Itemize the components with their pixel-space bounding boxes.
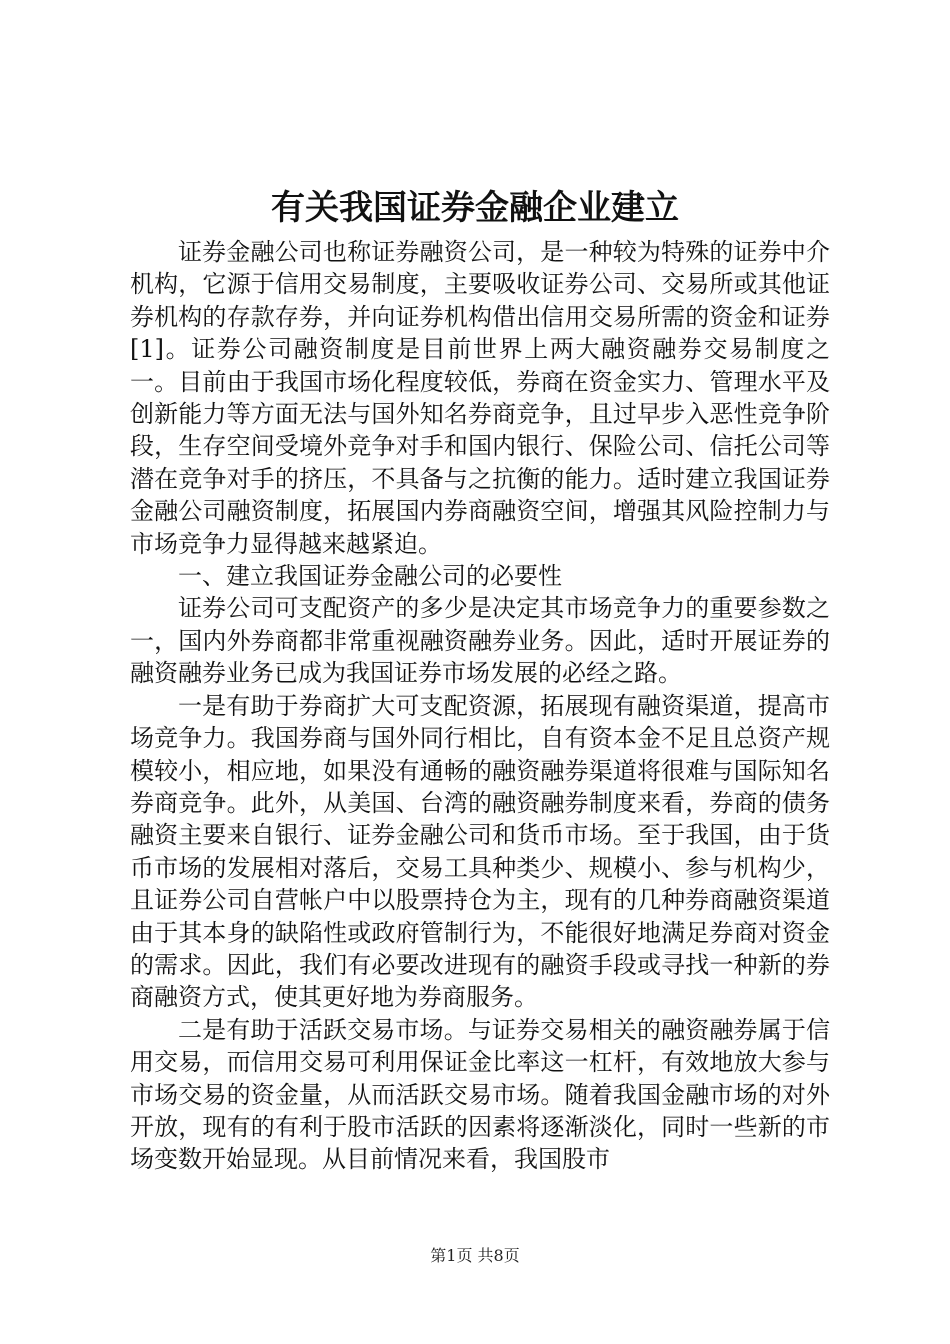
paragraph-point-one: 一是有助于券商扩大可支配资源，拓展现有融资渠道，提高市场竞争力。我国券商与国外同行相比，自有资本金不足且总资产规模较小，相应地，如果没有通畅的融资融券渠道将很难与国际知名券商竞争。此外，从美国、台湾的融资融券制度来看，券商的债务融资主要来自银行、证券金融公司和货币市场。至于我国，由于货币市场的发展相对落后，交易工具种类少、规模小、参与机构少，且证券公司自营帐户中以股票持仓为主，现有的几种券商融资渠道由于其本身的缺陷性或政府管制行为，不能很好地满足券商对资金的需求。因此，我们有必要改进现有的融资手段或寻找一种新的券商融资方式，使其更好地为券商服务。 [130, 691, 830, 1012]
paragraph-section-intro: 证券公司可支配资产的多少是决定其市场竞争力的重要参数之一，国内外券商都非常重视融资融券业务。因此，适时开展证券的融资融券业务已成为我国证券市场发展的必经之路。 [130, 594, 830, 688]
page-footer: 第1页 共8页 [430, 1246, 520, 1265]
document-body [130, 236, 830, 1176]
section-heading: 一、建立我国证券金融公司的必要性 [178, 562, 562, 591]
document-title: 有关我国证券金融企业建立 [271, 188, 679, 228]
paragraph-point-two: 二是有助于活跃交易市场。与证券交易相关的融资融券属于信用交易，而信用交易可利用保证金比率这一杠杆，有效地放大参与市场交易的资金量，从而活跃交易市场。随着我国金融市场的对外开放，现有的有利于股市活跃的因素将逐渐淡化，同时一些新的市场变数开始显现。从目前情况来看，我国股市 [130, 1015, 830, 1174]
paragraph-intro: 证券金融公司也称证券融资公司，是一种较为特殊的证券中介机构，它源于信用交易制度，主要吸收证券公司、交易所或其他证券机构的存款存券，并向证券机构借出信用交易所需的资金和证券[1]。证券公司融资制度是目前世界上两大融资融券交易制度之一。目前由于我国市场化程度较低，券商在资金实力、管理水平及创新能力等方面无法与国外知名券商竞争，且过早步入恶性竞争阶段，生存空间受境外竞争对手和国内银行、保险公司、信托公司等潜在竞争对手的挤压，不具备与之抗衡的能力。适时建立我国证券金融公司融资制度，拓展国内券商融资空间，增强其风险控制力与市场竞争力显得越来越紧迫。 [130, 238, 830, 558]
